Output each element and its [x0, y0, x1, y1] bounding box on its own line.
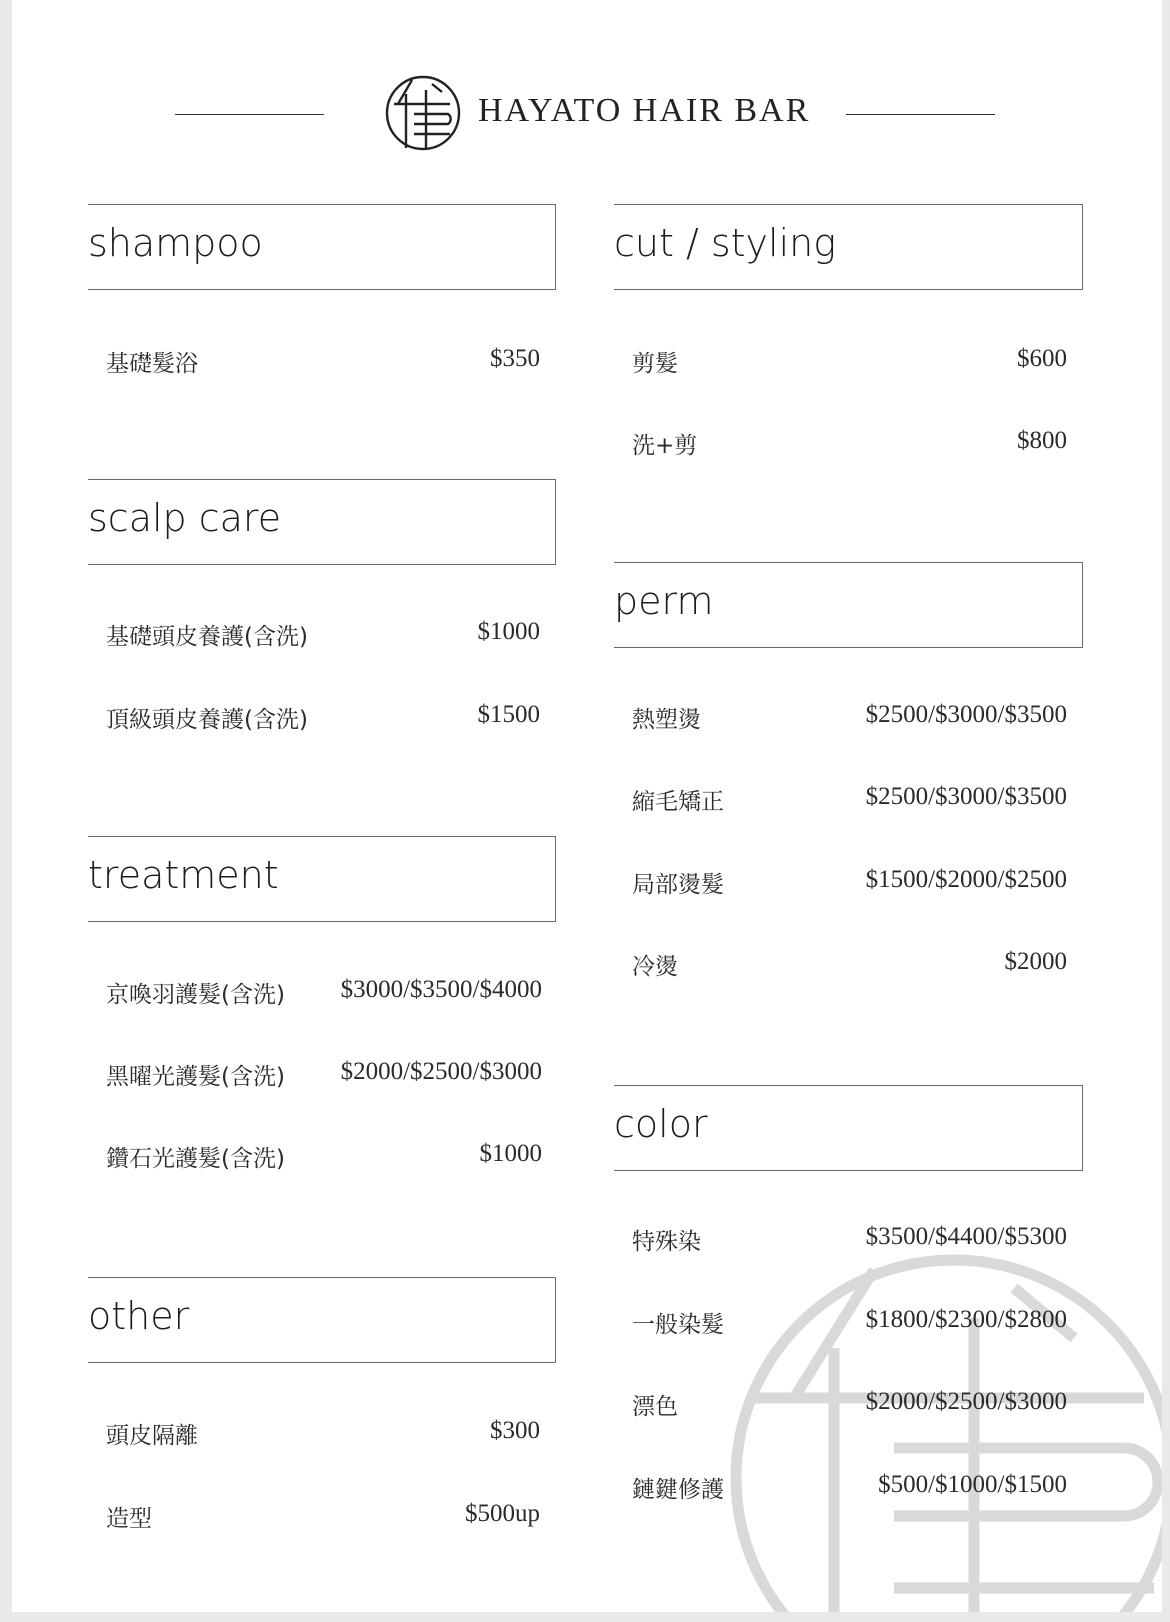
item-price: $1500 — [477, 701, 540, 728]
menu-item — [106, 1411, 540, 1451]
item-name: 造型 — [106, 1506, 152, 1532]
section-cut-styling — [614, 204, 1083, 290]
item-price: $500up — [465, 1500, 540, 1527]
item-price: $1000 — [477, 618, 540, 645]
menu-item — [632, 1465, 1067, 1505]
section-color — [614, 1085, 1083, 1171]
menu-item — [106, 1134, 542, 1174]
menu-page — [12, 0, 1162, 1612]
section-title: other — [88, 1294, 190, 1338]
item-price: $2500/$3000/$3500 — [865, 783, 1067, 810]
item-name: 鏈鍵修護 — [632, 1477, 724, 1503]
section-title: color — [614, 1102, 708, 1146]
menu-item — [106, 1052, 542, 1092]
menu-item — [632, 1300, 1067, 1340]
item-price: $2500/$3000/$3500 — [865, 701, 1067, 728]
item-name: 頂級頭皮養護(含洗) — [106, 707, 308, 733]
menu-item — [632, 339, 1067, 379]
item-price: $1000 — [479, 1140, 542, 1167]
menu-item — [632, 1217, 1067, 1257]
hayato-logo-icon — [384, 74, 462, 152]
item-price: $300 — [490, 1417, 540, 1444]
item-name: 冷燙 — [632, 954, 678, 980]
section-title: shampoo — [88, 221, 263, 265]
item-price: $500/$1000/$1500 — [878, 1471, 1067, 1498]
item-name: 基礎頭皮養護(含洗) — [106, 624, 308, 650]
item-name: 縮毛矯正 — [632, 789, 724, 815]
menu-item — [106, 970, 542, 1010]
item-name: 漂色 — [632, 1394, 678, 1420]
item-price: $3500/$4400/$5300 — [865, 1223, 1067, 1250]
item-price: $600 — [1017, 345, 1067, 372]
header-rule-right — [846, 114, 995, 115]
menu-item — [632, 777, 1067, 817]
section-title: scalp care — [88, 496, 282, 540]
item-price: $2000 — [1004, 948, 1067, 975]
menu-item — [106, 695, 540, 735]
item-name: 熱塑燙 — [632, 707, 701, 733]
menu-item — [632, 860, 1067, 900]
brand-name: HAYATO HAIR BAR — [478, 92, 811, 129]
section-title: perm — [614, 579, 714, 623]
menu-item — [106, 1494, 540, 1534]
item-price: $1800/$2300/$2800 — [865, 1306, 1067, 1333]
item-price: $350 — [490, 345, 540, 372]
menu-item — [106, 339, 540, 379]
item-price: $3000/$3500/$4000 — [340, 976, 542, 1003]
item-price: $2000/$2500/$3000 — [340, 1058, 542, 1085]
section-shampoo — [88, 204, 556, 290]
section-title: cut / styling — [614, 221, 837, 265]
item-price: $1500/$2000/$2500 — [865, 866, 1067, 893]
item-name: 鑽石光護髮(含洗) — [106, 1146, 285, 1172]
item-name: 一般染髮 — [632, 1312, 724, 1338]
menu-item — [632, 695, 1067, 735]
section-perm — [614, 562, 1083, 648]
menu-item — [106, 612, 540, 652]
item-name: 剪髮 — [632, 351, 678, 377]
item-name: 局部燙髮 — [632, 872, 724, 898]
section-treatment — [88, 836, 556, 922]
section-title: treatment — [88, 853, 279, 897]
section-other — [88, 1277, 556, 1363]
header-rule-left — [175, 114, 324, 115]
item-name: 特殊染 — [632, 1229, 701, 1255]
item-name: 基礎髮浴 — [106, 351, 198, 377]
item-price: $2000/$2500/$3000 — [865, 1388, 1067, 1415]
item-price: $800 — [1017, 427, 1067, 454]
item-name: 頭皮隔離 — [106, 1423, 198, 1449]
menu-item — [632, 1382, 1067, 1422]
menu-item — [632, 942, 1067, 982]
item-name: 洗+剪 — [632, 433, 698, 459]
item-name: 黑曜光護髮(含洗) — [106, 1064, 285, 1090]
menu-item — [632, 421, 1067, 461]
section-scalp-care — [88, 479, 556, 565]
item-name: 京喚羽護髮(含洗) — [106, 982, 285, 1008]
